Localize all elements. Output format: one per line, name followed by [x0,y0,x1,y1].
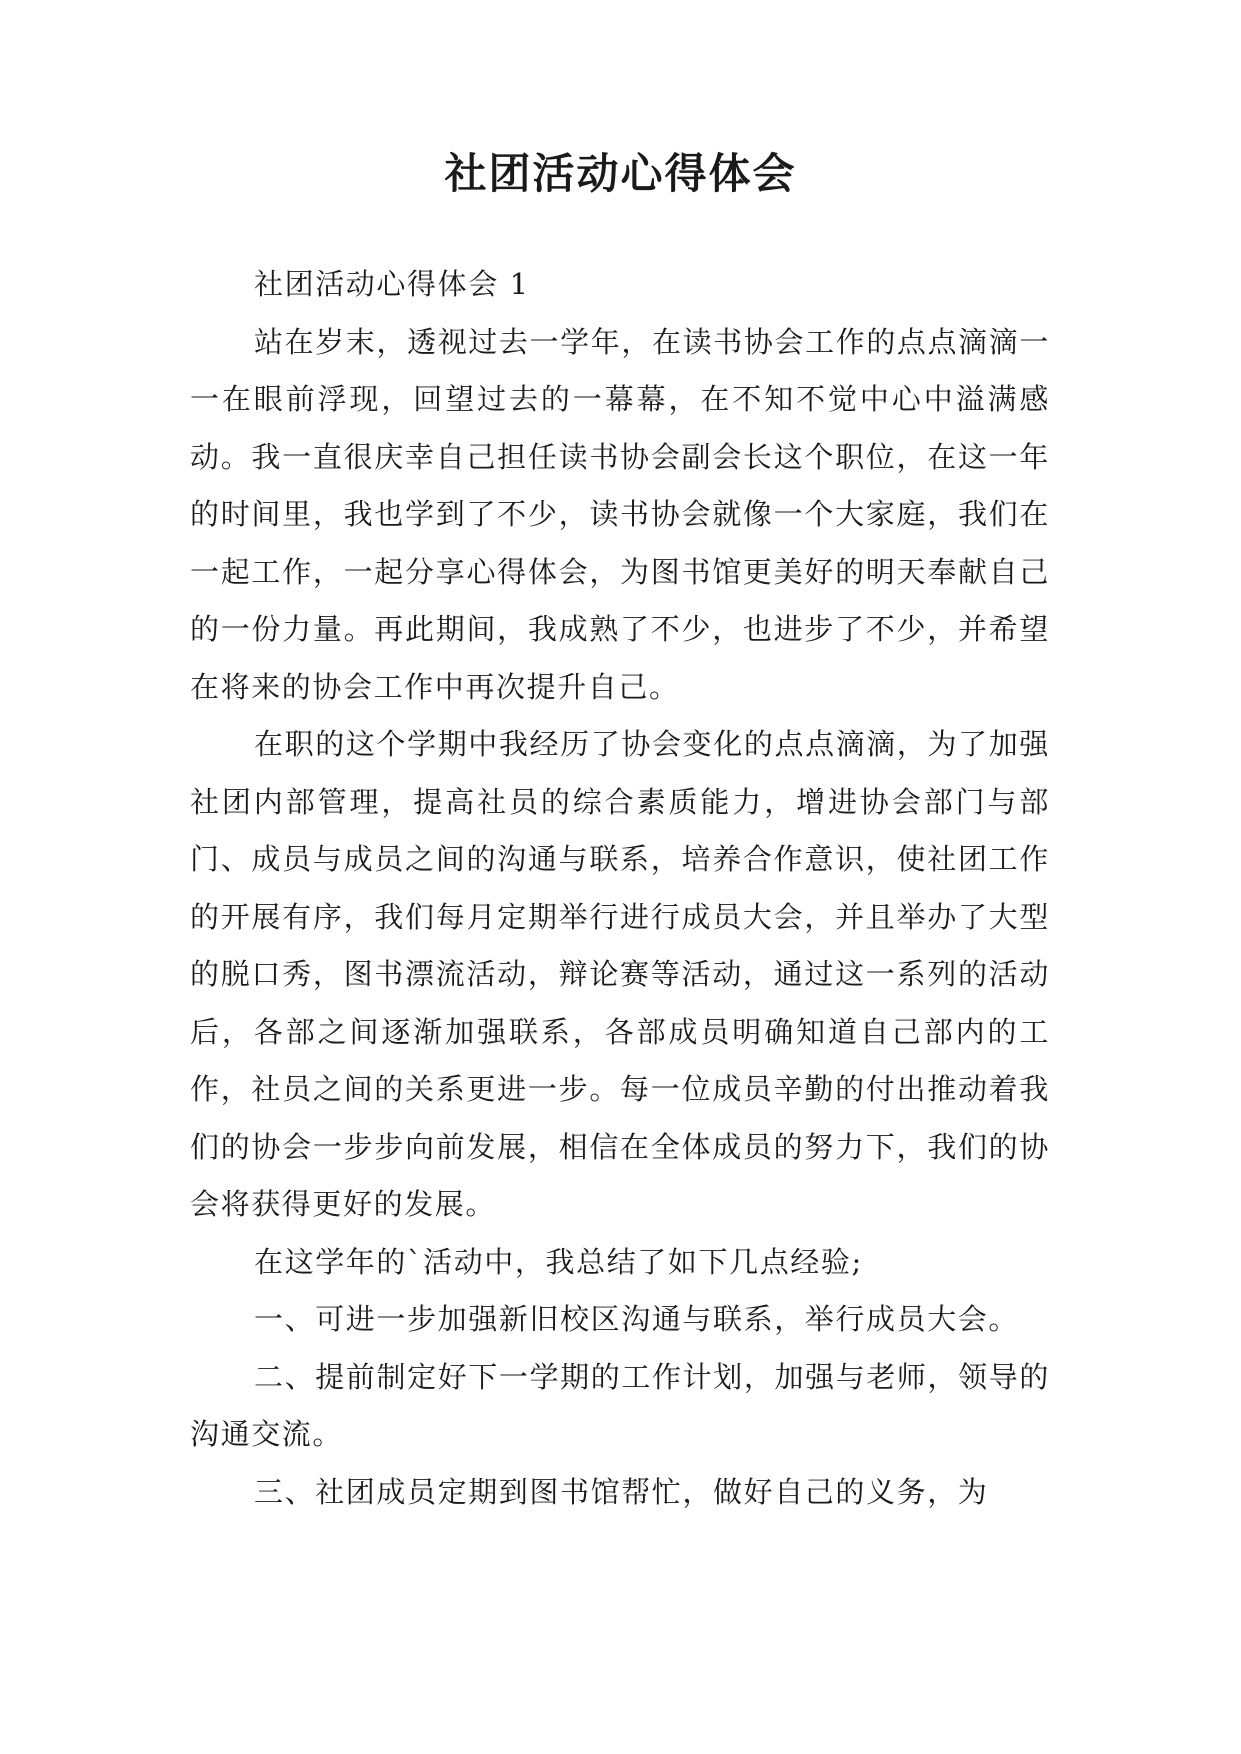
paragraph: 站在岁末，透视过去一学年，在读书协会工作的点点滴滴一一在眼前浮现，回望过去的一幕幕，在不知不觉中心中溢满感动。我一直很庆幸自己担任读书协会副会长这个职位，在这一年的时间里，我也学到了不少，读书协会就像一个大家庭，我们在一起工作，一起分享心得体会，为图书馆更美好的明天奉献自己的一份力量。再此期间，我成熟了不少，也进步了不少，并希望在将来的协会工作中再次提升自己。 [190,324,1050,704]
document-title: 社团活动心得体会 [444,149,797,198]
section-heading: 社团活动心得体会 1 [254,267,530,301]
list-item: 二、提前制定好下一学期的工作计划，加强与老师，领导的沟通交流。 [190,1359,1050,1451]
list-item: 一、可进一步加强新旧校区沟通与联系，举行成员大会。 [254,1302,1020,1336]
list-item: 三、社团成员定期到图书馆帮忙，做好自己的义务，为 [254,1474,989,1509]
document-body [190,256,1050,1521]
paragraph: 在这学年的`活动中，我总结了如下几点经验; [254,1244,863,1279]
paragraph: 在职的这个学期中我经历了协会变化的点点滴滴，为了加强社团内部管理，提高社员的综合素质能力，增进协会部门与部门、成员与成员之间的沟通与联系，培养合作意识，使社团工作的开展有序，我们每月定期举行进行成员大会，并且举办了大型的脱口秀，图书漂流活动，辩论赛等活动，通过这一系列的活动后，各部之间逐渐加强联系，各部成员明确知道自己部内的工作，社员之间的关系更进一步。每一位成员辛勤的付出推动着我们的协会一步步向前发展，相信在全体成员的努力下，我们的协会将获得更好的发展。 [190,727,1050,1221]
